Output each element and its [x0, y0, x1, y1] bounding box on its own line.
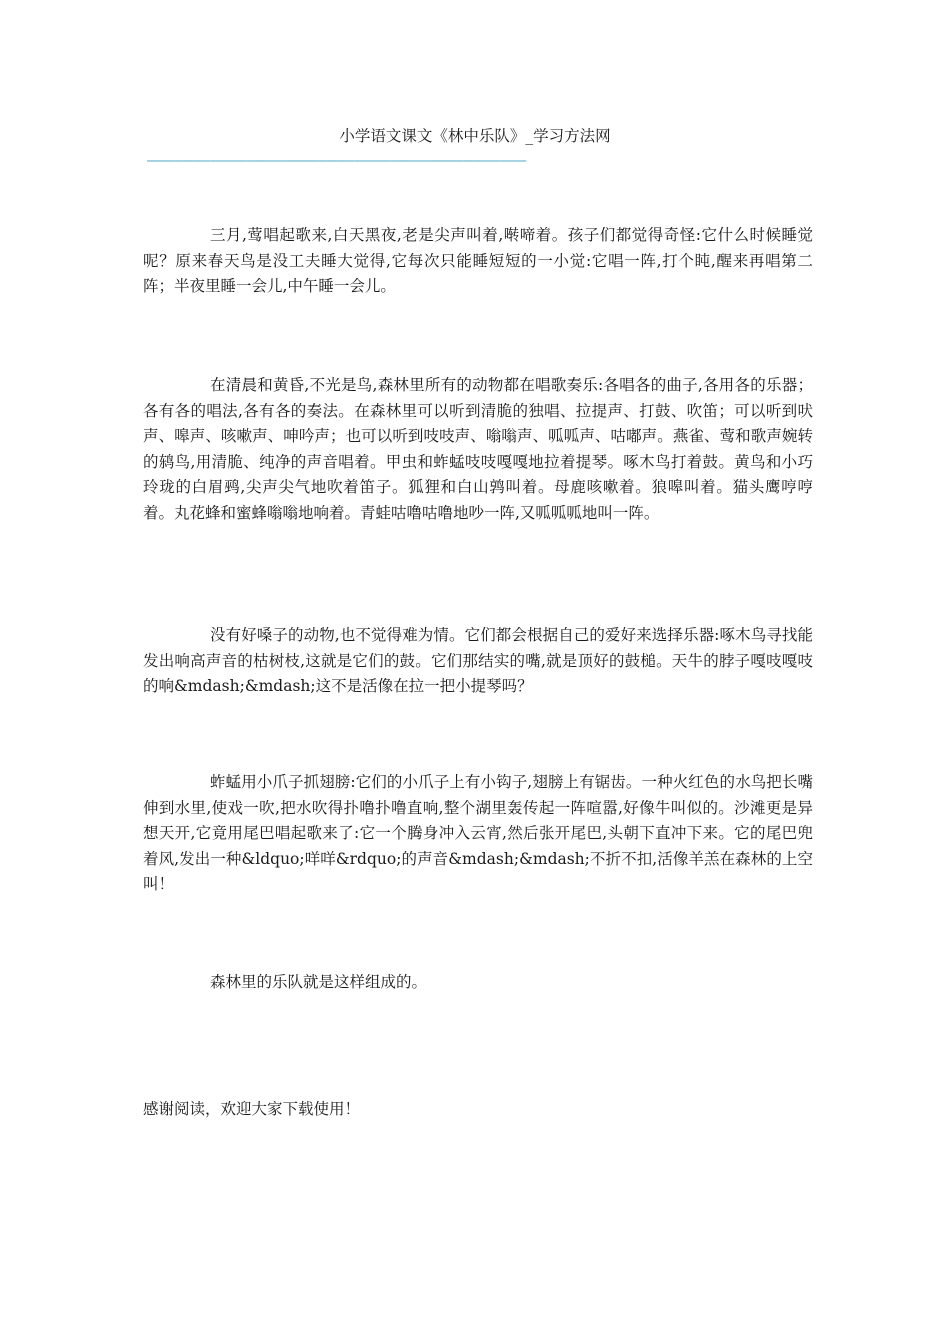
paragraph-5: 森林里的乐队就是这样组成的。 — [210, 973, 428, 991]
paragraph-3: 没有好嗓子的动物,也不觉得难为情。它们都会根据自己的爱好来选择乐器:啄木鸟寻找能发出响高声音的枯树枝,这就是它们的鼓。它们那结实的嘴,就是顶好的鼓槌。天牛的脖子嘎吱嘎吱的响&mdash;&mdash;这不是活像在拉一把小提琴吗？ — [143, 626, 813, 695]
title-divider: —————————————————————————————————————————— — [147, 151, 527, 169]
paragraph-2: 在清晨和黄昏,不光是鸟,森林里所有的动物都在唱歌奏乐:各唱各的曲子,各用各的乐器；各有各的唱法,各有各的奏法。在森林里可以听到清脆的独唱、拉提声、打鼓、吹笛；可以听到吠声、嗥声、咳嗽声、呻吟声；也可以听到吱吱声、嗡嗡声、呱呱声、咕嘟声。燕雀、莺和歌声婉转的鸫鸟,用清脆、纯净的声音唱着。甲虫和蚱蜢吱吱嘎嘎地拉着提琴。啄木鸟打着鼓。黄鸟和小巧玲珑的白眉鹀,尖声尖气地吹着笛子。狐狸和白山鹑叫着。母鹿咳嗽着。狼嗥叫着。猫头鹰哼哼着。丸花蜂和蜜蜂嗡嗡地响着。青蛙咕噜咕噜地吵一阵,又呱呱呱地叫一阵。 — [143, 376, 813, 522]
paragraph-4: 蚱蜢用小爪子抓翅膀:它们的小爪子上有小钩子,翅膀上有锯齿。一种火红色的水鸟把长嘴伸到水里,使戏一吹,把水吹得扑噜扑噜直响,整个湖里轰传起一阵喧嚣,好像牛叫似的。沙滩更是异想天开,它竟用尾巴唱起歌来了:它一个腾身冲入云宵,然后张开尾巴,头朝下直冲下来。它的尾巴兜着风,发出一种&ldquo;咩咩&rdquo;的声音&mdash;&mdash;不折不扣,活像羊羔在森林的上空叫！ — [143, 773, 813, 893]
closing-note: 感谢阅读，欢迎大家下载使用！ — [143, 1100, 361, 1118]
paragraph-1: 三月,莺唱起歌来,白天黑夜,老是尖声叫着,啭啼着。孩子们都觉得奇怪:它什么时候睡觉呢？原来春天鸟是没工夫睡大觉得,它每次只能睡短短的一小觉:它唱一阵,打个盹,醒来再唱第二阵；半夜里睡一会儿,中午睡一会儿。 — [143, 226, 813, 295]
document-title: 小学语文课文《林中乐队》_学习方法网 — [339, 127, 611, 145]
